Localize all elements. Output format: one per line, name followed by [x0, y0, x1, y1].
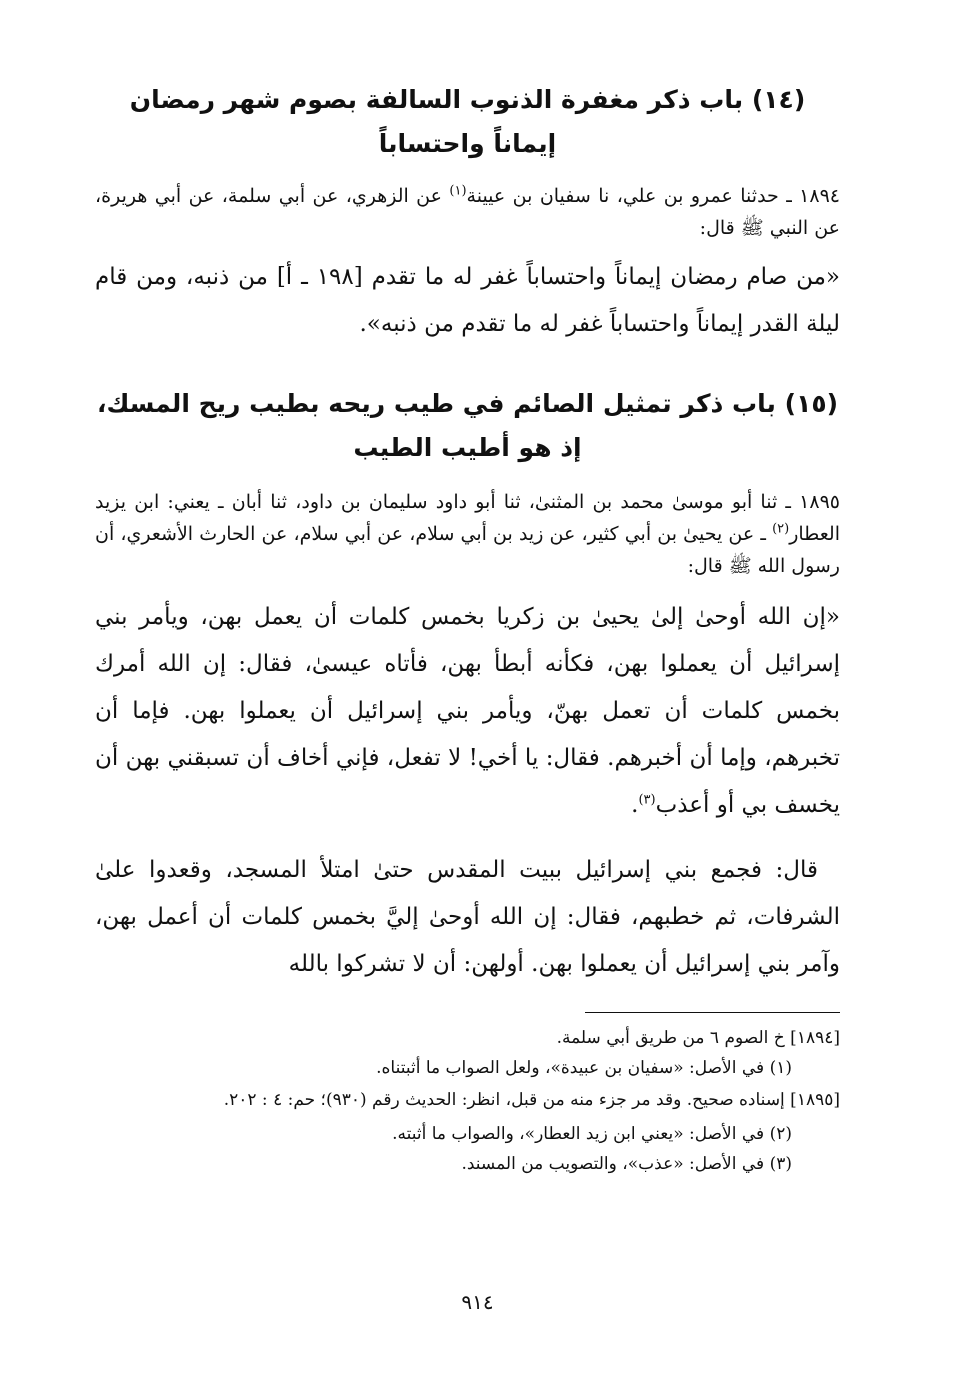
footnote-1: (١) في الأصل: «سفيان بن عبيدة»، ولعل الصواب ما أثبتناه.	[376, 1058, 792, 1078]
page-number: ٩١٤	[461, 1290, 494, 1314]
footnote-divider	[585, 1012, 840, 1013]
page-body	[95, 78, 840, 988]
hadith-1894-isnad-part1: ١٨٩٤ ـ حدثنا عمرو بن علي، نا سفيان بن عيينة	[466, 185, 840, 207]
chapter-title-14-line2: إيماناً واحتساباً	[378, 129, 557, 158]
hadith-1895-matn-part1: «إن الله أوحىٰ إلىٰ يحيىٰ بن زكريا بخمس كلمات أن يعمل بهن، ويأمر بني إسرائيل أن يعملوا بهن، فكأنه أبطأ بهن، فأتاه عيسىٰ، فقال: إن الله أمرك بخمس كلمات أن تعمل بهنّ، ويأمر بني إسرائيل أن يعملوا بهن. فإما أن تخبرهم، وإما أن أخبرهم. فقال: يا أخي! لا تفعل، فإني أخاف أن تسبقني بهن أن يخسف بي أو أعذب	[95, 604, 840, 818]
hadith-1895-isnad-part1: ١٨٩٥ ـ ثنا أبو موسىٰ محمد بن المثنىٰ، ثنا أبو داود سليمان بن داود، ثنا أبان ـ يعني: ابن يزيد العطار	[95, 491, 840, 545]
footnote-3: (٣) في الأصل: «عذب»، والتصويب من المسند.	[461, 1154, 792, 1174]
hadith-1895-isnad-part2: ـ عن يحيىٰ بن أبي كثير، عن زيد بن أبي سلام، عن أبي سلام، عن الحارث الأشعري، أن رسول الله ﷺ قال:	[95, 523, 840, 577]
hadith-1895-matn	[95, 594, 840, 829]
hadith-1894-isnad-part2: عن الزهري، عن أبي سلمة، عن أبي هريرة، عن النبي ﷺ قال:	[95, 185, 840, 239]
chapter-title-15-line2: إذ هو أطيب الطيب	[353, 433, 582, 462]
hadith-1894-isnad	[95, 180, 840, 244]
chapter-title-15-line1: (١٥) باب ذكر تمثيل الصائم في طيب ريحه بطيب ريح المسك،	[96, 389, 839, 418]
footnote-2: (٢) في الأصل: «يعني ابن زيد العطار»، والصواب ما أثبته.	[392, 1124, 792, 1144]
footnotes-section	[95, 1012, 840, 1179]
hadith-1894-matn: «من صام رمضان إيماناً واحتساباً غفر له ما تقدم [١٩٨ ـ أ] من ذنبه، ومن قام ليلة القدر إيماناً واحتساباً غفر له ما تقدم من ذنبه».	[95, 264, 840, 337]
chapter-title-14	[95, 78, 840, 166]
hadith-1895-matn-end: .	[631, 792, 639, 818]
footnote-ref-2: (٢)	[772, 521, 790, 537]
hadith-1895-isnad	[95, 486, 840, 582]
chapter-title-15	[95, 382, 840, 470]
footnote-ref-1: (١)	[449, 183, 467, 199]
hadith-1895-continuation: قال: فجمع بني إسرائيل ببيت المقدس حتىٰ امتلأ المسجد، وقعدوا علىٰ الشرفات، ثم خطبهم، فقال: إن الله أوحىٰ إليَّ بخمس كلمات أن أعمل بهن، وآمر بني إسرائيل أن يعملوا بهن. أولهن: أن لا تشركوا بالله	[95, 857, 840, 977]
footnote-ref-3: (٣)	[638, 792, 656, 808]
footnote-1895-source: [١٨٩٥] إسناده صحيح. وقد مر جزء منه من قبل، انظر: الحديث رقم (٩٣٠)؛ حم: ٤ : ٢٠٢.	[223, 1090, 840, 1110]
footnote-1894-source: [١٨٩٤] خ الصوم ٦ من طريق أبي سلمة.	[556, 1028, 840, 1048]
chapter-title-14-line1: (١٤) باب ذكر مغفرة الذنوب السالفة بصوم شهر رمضان	[129, 85, 806, 114]
